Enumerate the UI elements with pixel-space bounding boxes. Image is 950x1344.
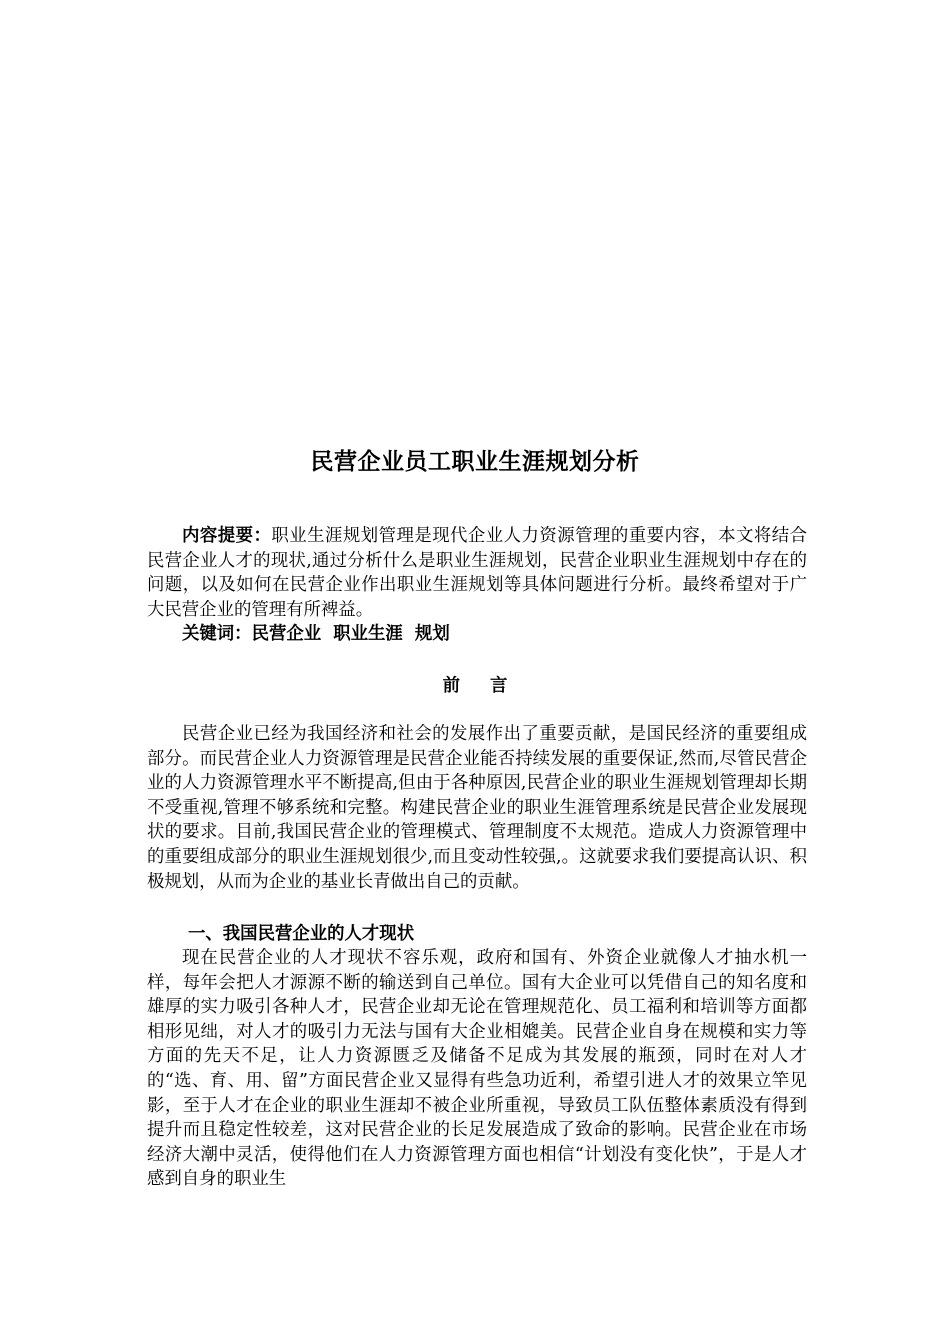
keywords-text: 民营企业 职业生涯 规划 xyxy=(251,624,450,644)
section-1-heading: 一、我国民营企业的人才现状 xyxy=(188,924,415,944)
document-title: 民营企业员工职业生涯规划分析 xyxy=(310,449,640,475)
keywords-line xyxy=(147,622,807,647)
preface-heading xyxy=(0,674,950,698)
preface-heading-char-2: 言 xyxy=(490,676,508,696)
preface-paragraph: 民营企业已经为我国经济和社会的发展作出了重要贡献，是国民经济的重要组成部分。而民营企业人力资源管理是民营企业能否持续发展的重要保证,然而,尽管民营企业的人力资源管理水平不断提高,但由于各种原因,民营企业的职业生涯规划管理却长期不受重视,管理不够系统和完整。构建民营企业的职业生涯管理系统是民营企业发展现状的要求。目前,我国民营企业的管理模式、管理制度不太规范。造成人力资源管理中的重要组成部分的职业生涯规划很少,而且变动性较强,。这就要求我们要提高认识、积极规划，从而为企业的基业长青做出自己的贡献。 xyxy=(147,724,807,892)
abstract-text: 职业生涯规划管理是现代企业人力资源管理的重要内容，本文将结合民营企业人才的现状,通过分析什么是职业生涯规划，民营企业职业生涯规划中存在的问题，以及如何在民营企业作出职业生涯规划等具体问题进行分析。最终希望对于广大民营企业的管理有所裨益。 xyxy=(147,526,807,620)
section-1-paragraph: 现在民营企业的人才现状不容乐观，政府和国有、外资企业就像人才抽水机一样，每年会把人才源源不断的输送到自己单位。国有大企业可以凭借自己的知名度和雄厚的实力吸引各种人才，民营企业却无论在管理规范化、员工福利和培训等方面都相形见绌，对人才的吸引力无法与国有大企业相媲美。民营企业自身在规模和实力等方面的先天不足，让人力资源匮乏及储备不足成为其发展的瓶颈，同时在对人才的“选、育、用、留”方面民营企业又显得有些急功近利，希望引进人才的效果立竿见影，至于人才在企业的职业生涯却不被企业所重视，导致员工队伍整体素质没有得到提升而且稳定性较差，这对民营企业的长足发展造成了致命的影响。民营企业在市场经济大潮中灵活，使得他们在人力资源管理方面也相信“计划没有变化快”，于是人才感到自身的职业生 xyxy=(147,948,807,1190)
abstract-paragraph xyxy=(147,524,807,622)
keywords-label: 关键词： xyxy=(182,624,252,644)
preface-heading-char-1: 前 xyxy=(442,676,460,696)
abstract-label: 内容提要： xyxy=(182,526,272,546)
